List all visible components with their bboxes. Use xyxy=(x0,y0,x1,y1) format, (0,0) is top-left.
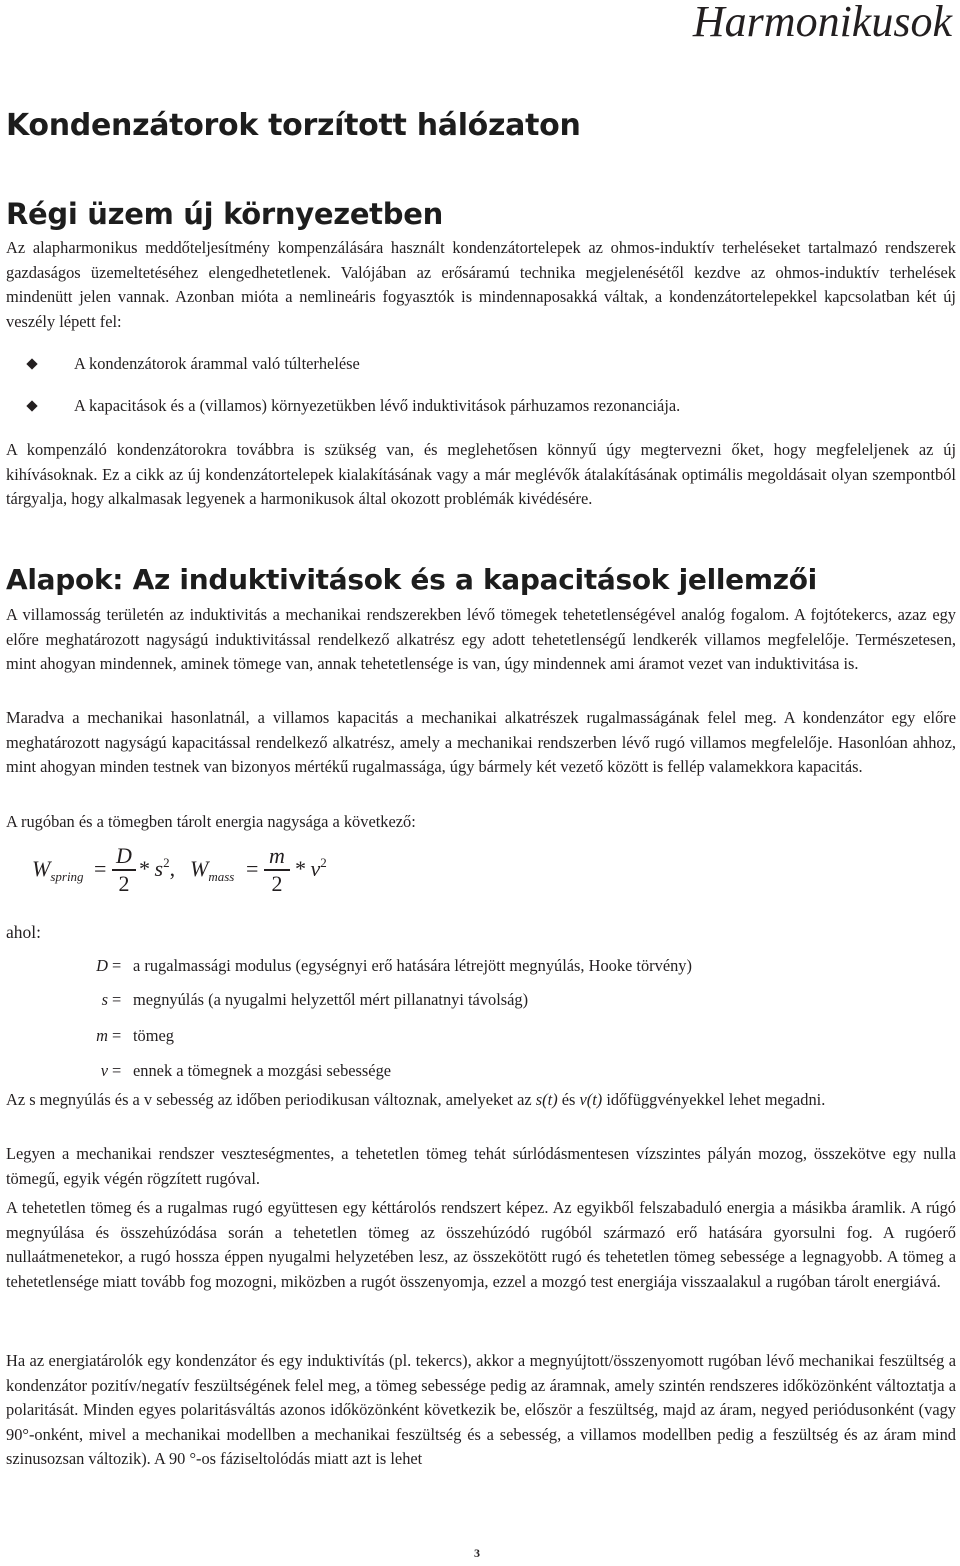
paragraph: Az s megnyúlás és a v sebesség az időben periodikusan változnak, amelyeket az s(t) és v(t) időfüggvényekkel lehet megadni. xyxy=(6,1090,826,1109)
paragraph: Ha az energiatárolók egy kondenzátor és egy induktivítás (pl. tekercs), akkor a megnyújtott/összenyomott rugóban lévő mechanikai feszültség a kondenzátor pozitív/negatív feszültségének felel meg, a tömeg sebessége pedig az áramnak, amely szintén rendszeres időközönként változtatja a polaritását. Minden egyes polaritásváltás azonos időközönként következik be, először a feszültség, majd az áram, negyed periódusonként (vagy 90°-onként, mivel a mechanikai modellben a mechanikai feszültség és a sebesség, a villamos modellben pedig a feszültség és az áram mind szinusozsan változik). A 90 °-os fáziseltolódás miatt azt is lehet xyxy=(6,1351,956,1468)
paragraph: A kompenzáló kondenzátorokra továbbra is szükség van, és meglehetősen könnyű úgy megtervezni őket, hogy megfeleljenek az új kihívásoknak. Ez a cikk az új kondenzátortelepek kialakításának vagy a már meglévők átalakításának optimális megoldásait olyan szempontból tárgyalja, hogy alkalmasak legyenek a harmonikusok által okozott problémák kivédésére. xyxy=(6,440,956,508)
bullet-list xyxy=(6,352,956,418)
diamond-bullet-icon xyxy=(26,400,37,411)
list-item: A kondenzátorok árammal való túlterhelése xyxy=(6,352,956,377)
paragraph: Legyen a mechanikai rendszer veszteségmentes, a tehetetlen tömeg tehát súrlódásmentesen vízszintes pályán mozog, összekötve egy nulla tömegű, egyik végén rögzített rugóval. xyxy=(6,1144,956,1188)
subsection-title-2: Alapok: Az induktivitások és a kapacitások jellemzői xyxy=(6,563,817,596)
intro-paragraph: Az alapharmonikus meddőteljesítmény kompenzálására használt kondenzátortelepek az ohmos-induktív terheléseket tartalmazó rendszerek gazdaságos üzemeltetéséhez elengedhetetlenek. Valójában az erősáramú technika megjelenésétől kezdve az ohmos-induktív terhelések mindenütt jelen vannak. Azonban mióta a nemlineáris fogyasztók is mindennaposakká váltak, a kondenzátortelepekkel kapcsolatban két új veszély lépett fel: xyxy=(6,238,956,331)
list-item: A kapacitások és a (villamos) környezetükben lévő induktivitások párhuzamos rezonanciája. xyxy=(6,394,956,419)
paragraph: A villamosság területén az induktivitás a mechanikai rendszerekben lévő tömegek tehetetlenségével analóg fogalom. A fojtótekercs, azaz egy előre meghatározott nagyságú induktivitással rendelkező alkatrész egy adott tehetetlenségű lendkerék villamos megfelelője. Természetesen, mint ahogyan mindennek, aminek tömege van, annak tehetetlensége is van, úgy mindennek ami áramot vezet van induktivitása is. xyxy=(6,605,956,673)
ahol-label: ahol: xyxy=(6,922,41,942)
page-number: 3 xyxy=(474,1546,480,1560)
subsection-title-1: Régi üzem új környezetben xyxy=(6,197,443,231)
paragraph: A tehetetlen tömeg és a rugalmas rugó együttesen egy kéttárolós rendszert képez. Az egyikből felszabaduló energia a másikba áramlik. A rúgó megnyúlása és összehúzódása során a tehetetlen tömeg az összehúzódó rugóból származó erő hatására gyorsulni fog. A rugóerő nullaátmenetekor, a rugó hossza éppen nyugalmi helyzetében lesz, az összekötött rugó és tehetetlen tömeg sebessége a legnagyobb. A tömeg a tehetetlensége miatt tovább fog mozogni, miközben a rugót összenyomja, ezzel a mozgó test energiája visszaalakul a rugóban tárolt energiává. xyxy=(6,1198,956,1291)
paragraph: Maradva a mechanikai hasonlatnál, a villamos kapacitás a mechanikai alkatrészek rugalmasságának felel meg. A kondenzátor egy előre meghatározott nagyságú kapacitással rendelkező alkatrész, amely a mechanikai rendszerben lévő rugó villamos megfelelője. Hasonlóan ahhoz, mint ahogyan minden testnek van bizonyos mértékű rugalmassága, úgy bármely két vezető között is fellép valamekkora kapacitás. xyxy=(6,708,956,776)
energy-formula: $W_{spring}$ = D 2 * $s^2$, $W_{mass}$ = m 2 * $v^2$ xyxy=(32,843,327,896)
section-title: Kondenzátorok torzított hálózaton xyxy=(6,108,581,143)
paragraph: A rugóban és a tömegben tárolt energia nagysága a következő: xyxy=(6,812,416,831)
running-title: Harmonikusok xyxy=(692,0,952,46)
diamond-bullet-icon xyxy=(26,358,37,369)
